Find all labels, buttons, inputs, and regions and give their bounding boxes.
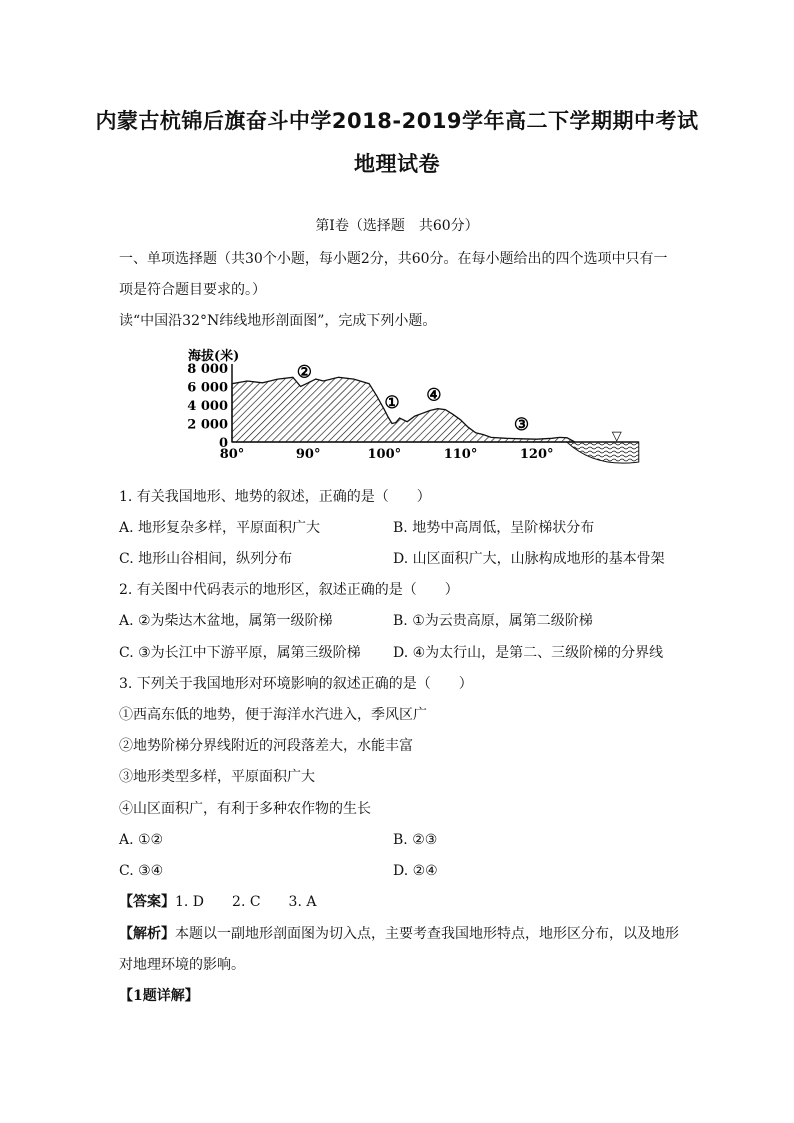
analysis-line-2: 对地理环境的影响。 [119,957,245,973]
water-level-icon: ▽ [611,429,622,444]
q3-statement-3: ③地形类型多样，平原面积广大 [119,769,315,785]
region-label: ④ [426,385,442,406]
analysis-text: 本题以一副地形剖面图为切入点，主要考查我国地形特点，地形区分布，以及地形 [175,926,679,942]
answer-label: 【答案】 [119,894,175,910]
q2-option-c: C. ③为长江中下游平原，属第三级阶梯 [119,645,361,661]
region-label: ② [296,362,312,383]
q2-option-a: A. ②为柴达木盆地，属第一级阶梯 [119,613,333,629]
q3-statement-4: ④山区面积广，有利于多种农作物的生长 [119,801,371,817]
question-1-stem: 1. 有关我国地形、地势的叙述，正确的是（ ） [119,489,431,505]
question-2-stem: 2. 有关图中代码表示的地形区，叙述正确的是（ ） [119,582,459,598]
detail-heading: 【1题详解】 [119,988,199,1004]
q3-option-b: B. ②③ [393,832,438,848]
q1-option-c: C. 地形山谷相间，纵列分布 [119,551,293,567]
x-tick-label: 80° [219,447,245,462]
page-title: 内蒙古杭锦后旗奋斗中学2018-2019学年高二下学期期中考试 [95,109,699,133]
q1-option-b: B. 地势中高周低，呈阶梯状分布 [393,520,595,536]
region-label: ① [384,392,400,413]
instruction-line-1: 一、单项选择题（共30个小题，每小题2分，共60分。在每小题给出的四个选项中只有一 [119,251,668,267]
q3-option-d: D. ②④ [393,863,438,879]
analysis-line-1 [119,924,679,944]
q3-option-c: C. ③④ [119,863,164,879]
q3-statement-2: ②地势阶梯分界线附近的河段落差大，水能丰富 [119,738,413,754]
q3-option-a: A. ①② [119,832,164,848]
q2-option-b: B. ①为云贵高原，属第二级阶梯 [393,613,593,629]
q1-option-a: A. 地形复杂多样，平原面积广大 [119,520,321,536]
sea-area [567,442,639,463]
y-tick-label: 6 000 [187,380,228,396]
y-tick-label: 4 000 [187,399,228,414]
y-tick-label: 8 000 [187,362,228,377]
analysis-label: 【解析】 [119,926,175,942]
page-subtitle: 地理试卷 [354,152,440,176]
y-tick-label: 2 000 [187,417,228,433]
x-tick-label: 100° [367,447,402,462]
answer-line [119,892,679,912]
q3-statement-1: ①西高东低的地势，便于海洋水汽进入，季风区广 [119,707,427,723]
q1-option-d: D. 山区面积广大，山脉构成地形的基本骨架 [393,551,665,567]
terrain-profile-chart [180,342,622,472]
intro-text: 读“中国沿32°N纬线地形剖面图”，完成下列小题。 [119,313,437,329]
x-tick-label: 120° [519,447,554,462]
y-axis-label: 海拔(米) [188,349,240,364]
answer-text: 1. D 2. C 3. A [175,894,317,910]
q2-option-d: D. ④为太行山，是第二、三级阶梯的分界线 [393,645,664,661]
x-tick-label: 90° [295,447,321,462]
x-tick-label: 110° [443,447,478,462]
instruction-line-2: 项是符合题目要求的。） [119,282,266,298]
question-3-stem: 3. 下列关于我国地形对环境影响的叙述正确的是（ ） [119,676,473,692]
section-heading: 第Ⅰ卷（选择题 共60分） [315,218,479,234]
y-tick-label: 0 [218,436,228,451]
region-label: ③ [513,414,530,435]
